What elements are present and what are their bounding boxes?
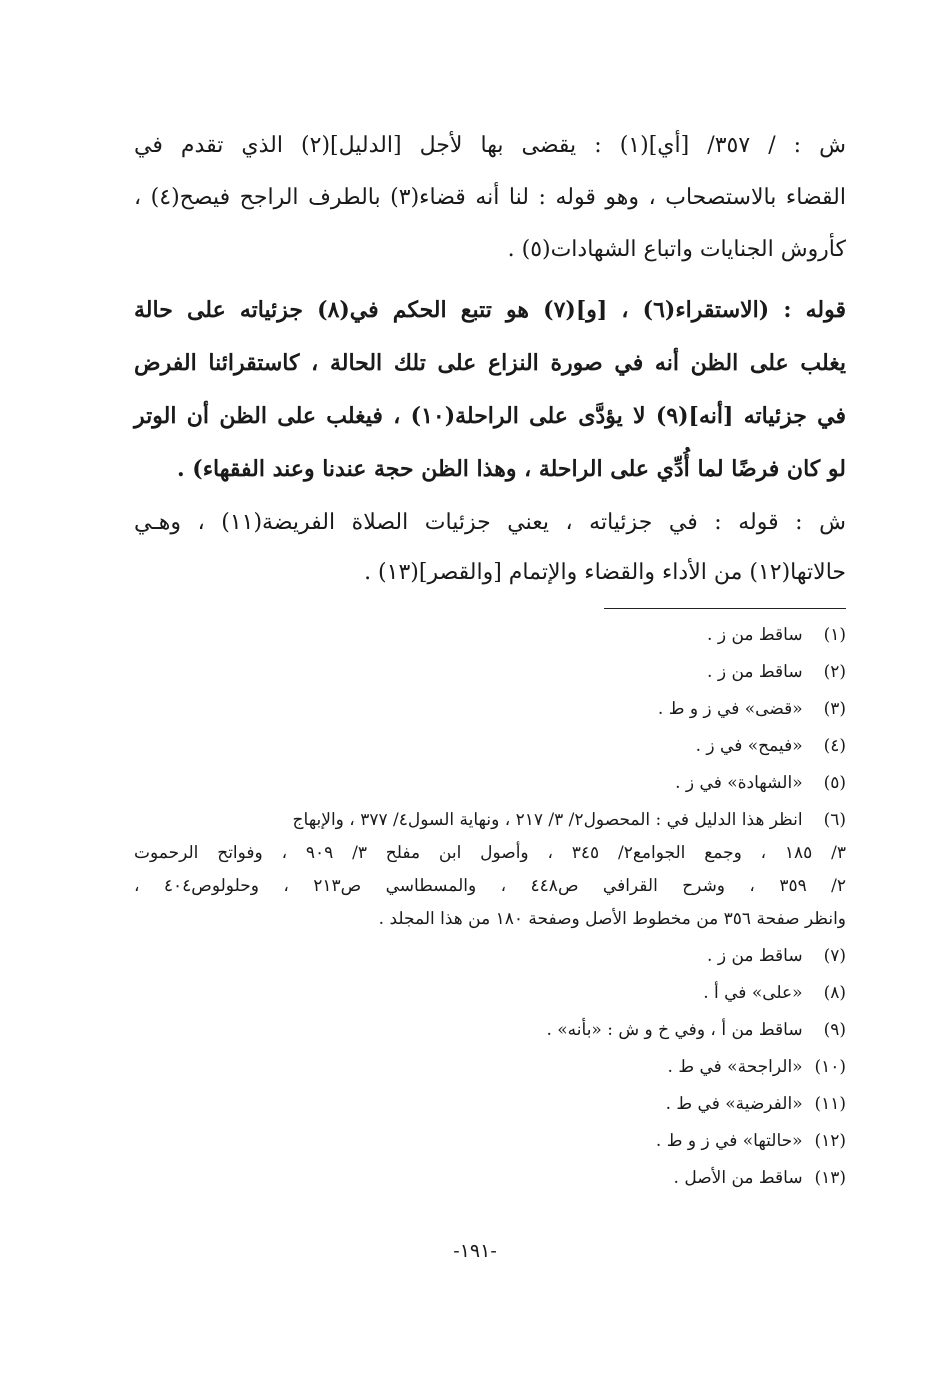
footnote-text: «قضى» في ز و ط . xyxy=(657,699,803,719)
footnote-text: ساقط من ز . xyxy=(707,946,803,966)
footnote-number: (٤) xyxy=(823,736,846,756)
footnote-text: انظر هذا الدليل في : المحصول٢/ ٣/ ٢١٧ ، ونهاية السول٤/ ٣٧٧ ، والإبهاج xyxy=(292,810,803,830)
body-line: يغلب على الظن أنه في صورة النزاع على تلك الحالة ، كاستقرائنا الفرض xyxy=(134,350,846,376)
footnote-item xyxy=(134,1163,846,1193)
footnote-text: ساقط من أ ، وفي خ و ش : «بأنه» . xyxy=(546,1020,803,1040)
footnote-text: ساقط من ز . xyxy=(707,662,803,682)
footnote-number: (١) xyxy=(823,625,846,645)
footnote-number: (٧) xyxy=(823,946,846,966)
footnote-item xyxy=(134,1015,846,1045)
footnote-item xyxy=(134,805,846,835)
page-number: -١٩١- xyxy=(453,1240,497,1262)
body-line: قوله : (الاستقراء(٦) ، [و](٧) هو تتبع الحكم في(٨) جزئياته على حالة xyxy=(134,297,847,323)
footnote-text: ساقط من ز . xyxy=(707,625,803,645)
body-line: حالاتها(١٢) من الأداء والقضاء والإتمام [والقصر](١٣) . xyxy=(364,560,846,585)
footnote-continuation: ٣/ ١٨٥ ، وجمع الجوامع٢/ ٣٤٥ ، وأصول ابن مفلح ٣/ ٩٠٩ ، وفواتح الرحموت xyxy=(134,843,846,863)
footnote-item xyxy=(134,620,846,650)
footnote-number: (١٣) xyxy=(814,1168,846,1188)
footnote-continuation: ٢/ ٣٥٩ ، وشرح القرافي ص٤٤٨ ، والمسطاسي ص٢١٣ ، وحلولوص٤٠٤ ، xyxy=(134,876,846,896)
footnote-separator xyxy=(604,608,846,609)
footnote-number: (١٠) xyxy=(814,1057,846,1077)
footnote-text: «فيمح» في ز . xyxy=(695,736,803,756)
body-line: لو كان فرضًا لما أُدِّي على الراحلة ، وهذا الظن حجة عندنا وعند الفقهاء) . xyxy=(176,456,846,482)
footnote-item xyxy=(134,768,846,798)
footnote-text: ساقط من الأصل . xyxy=(673,1168,803,1188)
footnote-number: (١١) xyxy=(814,1094,846,1114)
footnote-number: (٩) xyxy=(823,1020,846,1040)
footnote-number: (٨) xyxy=(823,983,846,1003)
footnote-number: (٦) xyxy=(823,810,846,830)
footnote-text: «على» في أ . xyxy=(703,983,803,1003)
footnote-number: (٣) xyxy=(823,699,846,719)
footnote-item xyxy=(134,978,846,1008)
footnote-item xyxy=(134,1052,846,1082)
footnote-number: (٢) xyxy=(823,662,846,682)
footnote-number: (٥) xyxy=(823,773,846,793)
footnote-item xyxy=(134,941,846,971)
body-line: ش : / ٣٥٧/ [أي](١) : يقضى بها لأجل [الدليل](٢) الذي تقدم في xyxy=(134,133,846,158)
footnote-continuation: وانظر صفحة ٣٥٦ من مخطوط الأصل وصفحة ١٨٠ من هذا المجلد . xyxy=(378,909,846,929)
footnote-item xyxy=(134,1089,846,1119)
footnote-text: «الفرضية» في ط . xyxy=(665,1094,803,1114)
footnote-item xyxy=(134,731,846,761)
footnote-item xyxy=(134,1126,846,1156)
footnote-text: «الشهادة» في ز . xyxy=(675,773,803,793)
body-line: في جزئياته [أنه](٩) لا يؤدَّى على الراحلة(١٠) ، فيغلب على الظن أن الوتر xyxy=(134,403,846,429)
footnote-item xyxy=(134,694,846,724)
footnote-text: «الراجحة» في ط . xyxy=(667,1057,803,1077)
footnote-number: (١٢) xyxy=(814,1131,846,1151)
body-line: القضاء بالاستصحاب ، وهو قوله : لنا أنه قضاء(٣) بالطرف الراجح فيصح(٤) ، xyxy=(134,185,846,210)
body-line: كأروش الجنايات واتباع الشهادات(٥) . xyxy=(507,237,846,262)
footnote-text: «حالتها» في ز و ط . xyxy=(655,1131,803,1151)
footnote-item xyxy=(134,657,846,687)
body-line: ش : قوله : في جزئياته ، يعني جزئيات الصلاة الفريضة(١١) ، وهـي xyxy=(134,510,846,535)
